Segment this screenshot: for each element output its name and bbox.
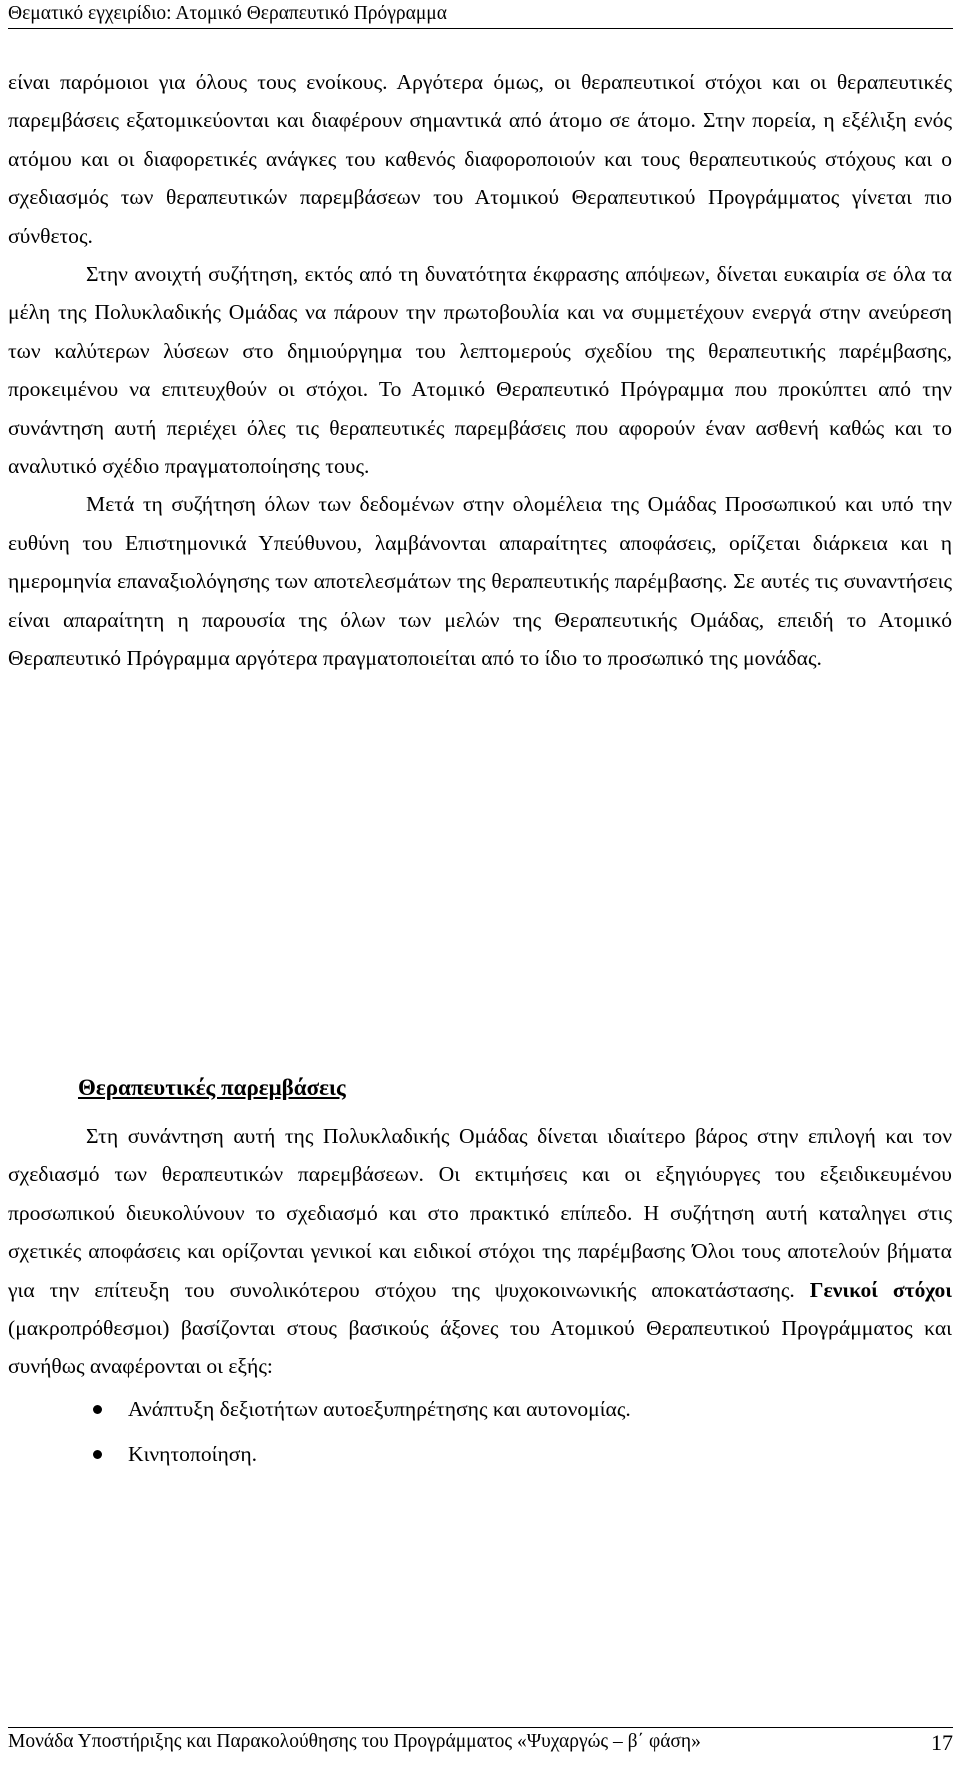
list-item: [8, 1390, 952, 1428]
header-title: Θεματικό εγχειρίδιο: Ατομικό Θεραπευτικό Πρόγραμμα: [8, 3, 447, 24]
page-header: [8, 2, 953, 29]
list-item: [8, 1435, 952, 1473]
paragraph-interventions-text: Στη συνάντηση αυτή της Πολυκλαδικής Ομάδας δίνεται ιδιαίτερο βάρος στην επιλογή και τον σχεδιασμό των θεραπευτικών παρεμβάσεων. Οι εκτιμήσεις και οι εξηγιόυργες του εξειδικευμένου προσωπικού διευκολύνουν το σχεδιασμό και στο πρακτικό επίπεδο. Η συζήτηση αυτή καταληγει στις σχετικές αποφάσεις και ορίζονται γενικοί και ειδικοί στόχοι της παρέμβασης Όλοι τους αποτελούν βήματα για την επίτευξη του συνολικότερου στόχου της ψυχοκοινωνικής αποκατάστασης.: [8, 1124, 952, 1302]
page-number: 17: [931, 1730, 953, 1755]
paragraph-interventions-tail: (μακροπρόθεσμοι) βασίζονται στους βασικούς άξονες του Ατομικού Θεραπευτικού Προγράμματος και συνήθως αναφέρονται οι εξής:: [8, 1316, 952, 1379]
bullet-icon: [93, 1450, 102, 1459]
bold-term-general-goals: Γενικοί στόχοι: [809, 1277, 952, 1302]
bullet-icon: [93, 1405, 102, 1414]
list-item-text: Κινητοποίηση.: [128, 1442, 258, 1467]
section-heading: Θεραπευτικές παρεμβάσεις: [78, 1075, 346, 1100]
paragraph-open-discussion: Στην ανοιχτή συζήτηση, εκτός από τη δυνατότητα έκφρασης απόψεων, δίνεται ευκαιρία σε όλα τα μέλη της Πολυκλαδικής Ομάδας να πάρουν την πρωτοβουλία και να συμμετέχουν ενεργά στην ανεύρεση των καλύτερων λύσεων στο δημιούργημα του λεπτομερούς σχεδίου της θεραπευτικής παρέμβασης, προκειμένου να επιτευχθούν οι στόχοι. Το Ατομικό Θεραπευτικό Πρόγραμμα που προκύπτει από την συνάντηση αυτή περιέχει όλες τις θεραπευτικές παρεμβάσεις που αφορούν έναν ασθενή καθώς και το αναλυτικό σχέδιο πραγματοποίησης τους.: [8, 262, 952, 479]
page-footer: [8, 1727, 953, 1754]
paragraph-continuation: είναι παρόμοιοι για όλους τους ενοίκους. Αργότερα όμως, οι θεραπευτικοί στόχοι και οι θεραπευτικές παρεμβάσεις εξατομικεύονται και διαφέρουν σημαντικά από άτομο σε άτομο. Στην πορεία, η εξέλιξη ενός ατόμου και οι διαφορετικές ανάγκες του καθενός διαφοροποιούν και τους θεραπευτικούς στόχους και ο σχεδιασμός των θεραπευτικών παρεμβάσεων του Ατομικού Θεραπευτικού Προγράμματος γίνεται πιο σύνθετος.: [8, 70, 952, 248]
paragraph-interventions: [8, 1117, 952, 1386]
footer-text: Μονάδα Υποστήριξης και Παρακολούθησης του Προγράμματος «Ψυχαργώς – β΄ φάση»: [8, 1731, 701, 1752]
main-body: [8, 63, 952, 678]
goals-list: [8, 1390, 952, 1474]
paragraph-decisions: Μετά τη συζήτηση όλων των δεδομένων στην ολομέλεια της Ομάδας Προσωπικού και υπό την ευθύνη του Επιστημονικά Υπεύθυνου, λαμβάνονται απαραίτητες αποφάσεις, ορίζεται διάρκεια και η ημερομηνία επαναξιολόγησης των αποτελεσμάτων της θεραπευτικής παρέμβασης. Σε αυτές τις συναντήσεις είναι απαραίτητη η παρουσία της όλων των μελών της Θεραπευτικής Ομάδας, επειδή το Ατομικό Θεραπευτικό Πρόγραμμα αργότερα πραγματοποιείται από το ίδιο το προσωπικό της μονάδας.: [8, 492, 952, 671]
section-body: [8, 1117, 952, 1481]
list-item-text: Ανάπτυξη δεξιοτήτων αυτοεξυπηρέτησης και αυτονομίας.: [128, 1396, 631, 1421]
